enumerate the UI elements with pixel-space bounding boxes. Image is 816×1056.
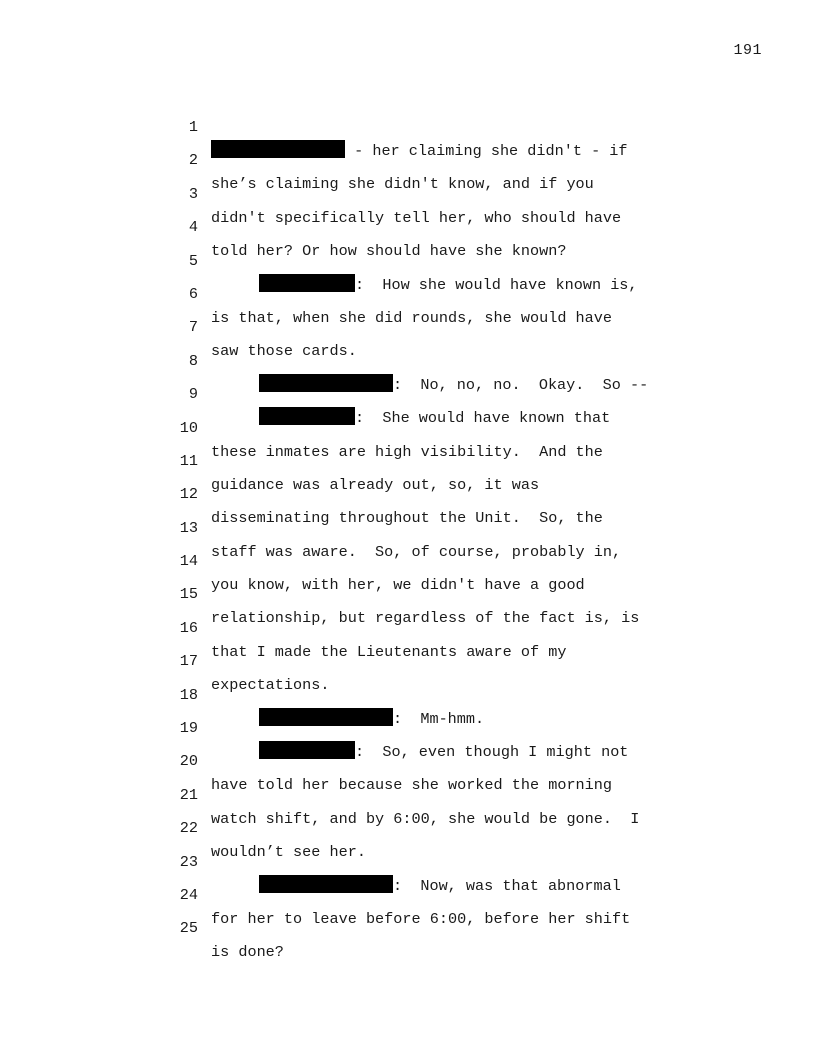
transcript-body bbox=[0, 91, 816, 962]
line-number: 23 bbox=[179, 852, 198, 871]
transcript-line bbox=[0, 659, 816, 728]
line-number: 4 bbox=[188, 218, 198, 237]
line-text: she’s claiming she didn't know, and if you bbox=[211, 175, 594, 194]
line-number: 16 bbox=[179, 618, 198, 637]
transcript-line bbox=[0, 759, 816, 828]
line-number: 14 bbox=[179, 552, 198, 571]
line-text: - her claiming she didn't - if bbox=[211, 139, 628, 163]
transcript-line bbox=[0, 291, 816, 361]
line-number: 24 bbox=[179, 885, 198, 904]
line-text: told her? Or how should have she known? bbox=[211, 242, 567, 261]
line-text: you know, with her, we didn't have a good bbox=[211, 576, 585, 595]
line-text: disseminating throughout the Unit. So, the bbox=[211, 509, 603, 528]
transcript-line bbox=[0, 158, 816, 227]
line-number: 11 bbox=[179, 451, 198, 470]
line-text: guidance was already out, so, it was bbox=[211, 475, 540, 494]
transcript-line bbox=[0, 225, 816, 294]
line-number: 19 bbox=[179, 719, 198, 738]
line-number: 1 bbox=[188, 118, 198, 136]
line-text: these inmates are high visibility. And the bbox=[211, 442, 603, 461]
line-number: 6 bbox=[188, 284, 198, 303]
line-text: expectations. bbox=[211, 676, 330, 695]
line-number: 21 bbox=[179, 785, 198, 804]
line-text: : Mm-hmm. bbox=[211, 707, 484, 731]
line-number: 10 bbox=[179, 418, 198, 437]
transcript-line bbox=[0, 325, 816, 394]
transcript-line bbox=[0, 859, 816, 928]
line-number: 20 bbox=[179, 752, 198, 771]
line-text: staff was aware. So, of course, probably in, bbox=[211, 542, 622, 561]
line-text: : So, even though I might not bbox=[211, 740, 628, 764]
line-text: that I made the Lieutenants aware of my bbox=[211, 642, 567, 661]
line-number: 22 bbox=[179, 819, 198, 838]
line-text: wouldn’t see her. bbox=[211, 843, 366, 862]
transcript-line bbox=[0, 892, 816, 962]
line-number: 25 bbox=[179, 919, 198, 938]
line-text: didn't specifically tell her, who should have bbox=[211, 208, 622, 227]
transcript-line bbox=[0, 492, 816, 561]
transcript-line bbox=[0, 124, 816, 194]
line-number: 2 bbox=[188, 151, 198, 170]
line-number: 3 bbox=[188, 184, 198, 203]
line-number: 8 bbox=[188, 351, 198, 370]
transcript-line bbox=[0, 91, 816, 160]
transcript-line bbox=[0, 191, 816, 261]
line-number: 7 bbox=[188, 318, 198, 337]
line-number: 13 bbox=[179, 518, 198, 537]
line-number: 17 bbox=[179, 652, 198, 671]
page-number: 191 bbox=[733, 42, 762, 59]
line-text: is that, when she did rounds, she would have bbox=[211, 308, 613, 327]
line-text: have told her because she worked the morning bbox=[211, 776, 613, 795]
line-text: : Now, was that abnormal bbox=[211, 874, 621, 898]
line-text: for her to leave before 6:00, before her shift bbox=[211, 909, 631, 928]
line-text: is done? bbox=[211, 943, 284, 962]
line-number: 18 bbox=[179, 685, 198, 704]
line-text: watch shift, and by 6:00, she would be gone. I bbox=[211, 809, 640, 828]
line-text: : No, no, no. Okay. So -- bbox=[211, 373, 648, 397]
transcript-line bbox=[0, 425, 816, 494]
line-number: 15 bbox=[179, 585, 198, 604]
transcript-line bbox=[0, 258, 816, 327]
line-number: 9 bbox=[188, 385, 198, 404]
line-number: 12 bbox=[179, 485, 198, 504]
line-text: saw those cards. bbox=[211, 342, 357, 361]
line-text: relationship, but regardless of the fact is, is bbox=[211, 609, 640, 628]
line-text: : How she would have known is, bbox=[211, 273, 638, 297]
line-number: 5 bbox=[188, 251, 198, 270]
transcript-line bbox=[0, 592, 816, 661]
line-text: : She would have known that bbox=[211, 406, 610, 430]
